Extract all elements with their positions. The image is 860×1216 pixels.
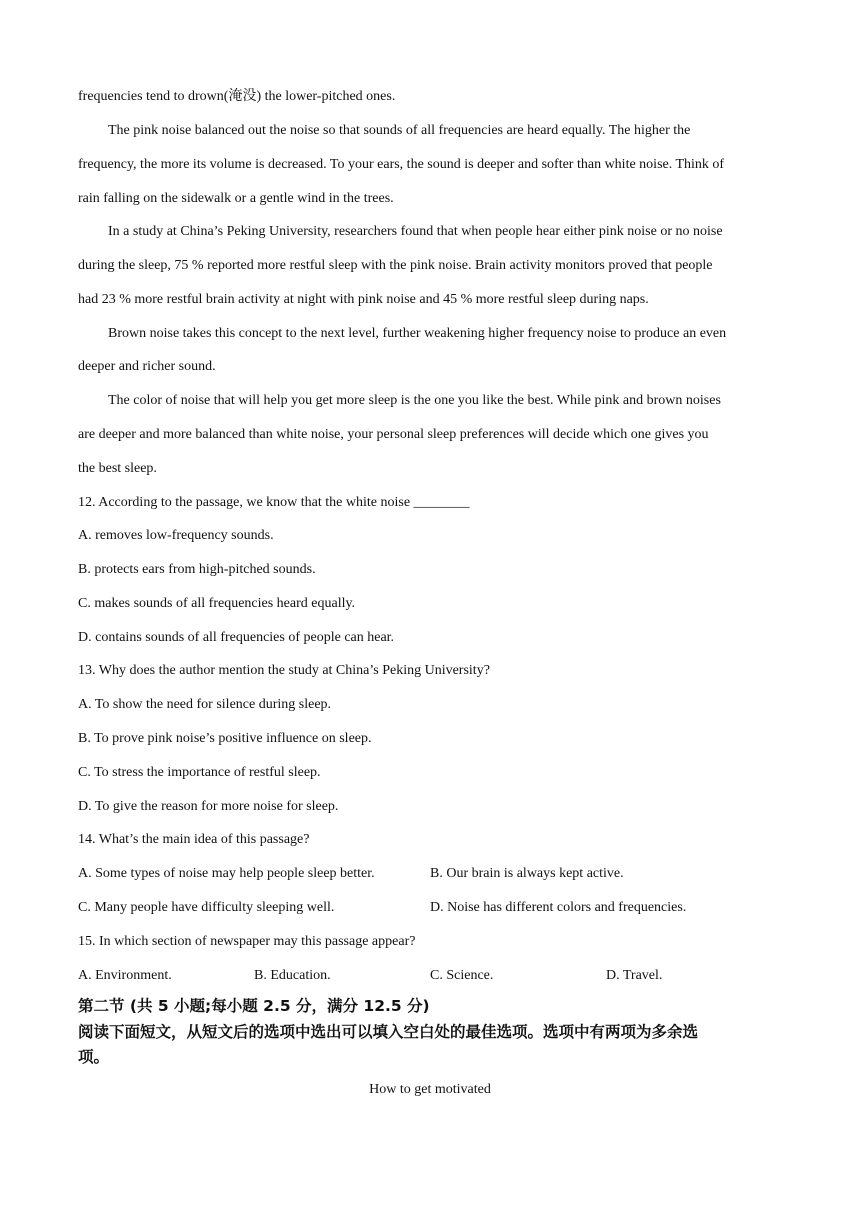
section-heading: 第二节 (共 5 小题;每小题 2.5 分，满分 12.5 分): [78, 997, 430, 1015]
passage-line: The pink noise balanced out the noise so that sounds of all frequencies are heard equally. The higher the: [108, 123, 691, 138]
answer-option: D. To give the reason for more noise for sleep.: [78, 799, 339, 814]
question-stem: 12. According to the passage, we know that the white noise ________: [78, 495, 470, 510]
passage-line: are deeper and more balanced than white noise, your personal sleep preferences will decide which one gives you: [78, 427, 709, 442]
passage-title: How to get motivated: [369, 1082, 491, 1097]
passage-line: frequencies tend to drown(淹没) the lower-pitched ones.: [78, 89, 396, 104]
answer-option: B. protects ears from high-pitched sounds.: [78, 562, 316, 577]
question-stem: 14. What’s the main idea of this passage?: [78, 832, 310, 847]
answer-option: C. Science.: [430, 968, 494, 983]
passage-line: during the sleep, 75 % reported more restful sleep with the pink noise. Brain activity monitors proved that people: [78, 258, 713, 273]
answer-option: C. Many people have difficulty sleeping well.: [78, 900, 335, 915]
answer-option: B. To prove pink noise’s positive influence on sleep.: [78, 731, 372, 746]
passage-line: had 23 % more restful brain activity at night with pink noise and 45 % more restful sleep during naps.: [78, 292, 649, 307]
passage-line: frequency, the more its volume is decreased. To your ears, the sound is deeper and softer than white noise. Think of: [78, 157, 725, 172]
answer-option: A. To show the need for silence during sleep.: [78, 697, 332, 712]
answer-option: C. makes sounds of all frequencies heard equally.: [78, 596, 356, 611]
answer-option: C. To stress the importance of restful sleep.: [78, 765, 321, 780]
question-stem: 15. In which section of newspaper may this passage appear?: [78, 934, 416, 949]
answer-option: A. removes low-frequency sounds.: [78, 528, 274, 543]
answer-option: B. Education.: [254, 968, 331, 983]
answer-option: A. Environment.: [78, 968, 172, 983]
section-instruction: 项。: [78, 1048, 110, 1066]
passage-line: deeper and richer sound.: [78, 359, 216, 374]
answer-option: D. contains sounds of all frequencies of people can hear.: [78, 630, 395, 645]
passage-line: Brown noise takes this concept to the next level, further weakening higher frequency noise to produce an even: [108, 326, 727, 341]
answer-option: A. Some types of noise may help people sleep better.: [78, 866, 375, 881]
passage-line: rain falling on the sidewalk or a gentle wind in the trees.: [78, 191, 394, 206]
section-instruction: 阅读下面短文，从短文后的选项中选出可以填入空白处的最佳选项。选项中有两项为多余选: [78, 1023, 699, 1041]
answer-option: B. Our brain is always kept active.: [430, 866, 624, 881]
answer-option: D. Travel.: [606, 968, 663, 983]
passage-line: the best sleep.: [78, 461, 157, 476]
passage-line: In a study at China’s Peking University, researchers found that when people hear either pink noise or no noise: [108, 224, 723, 239]
answer-option: D. Noise has different colors and frequencies.: [430, 900, 687, 915]
question-stem: 13. Why does the author mention the study at China’s Peking University?: [78, 663, 490, 678]
passage-line: The color of noise that will help you get more sleep is the one you like the best. While pink and brown noises: [108, 393, 721, 408]
